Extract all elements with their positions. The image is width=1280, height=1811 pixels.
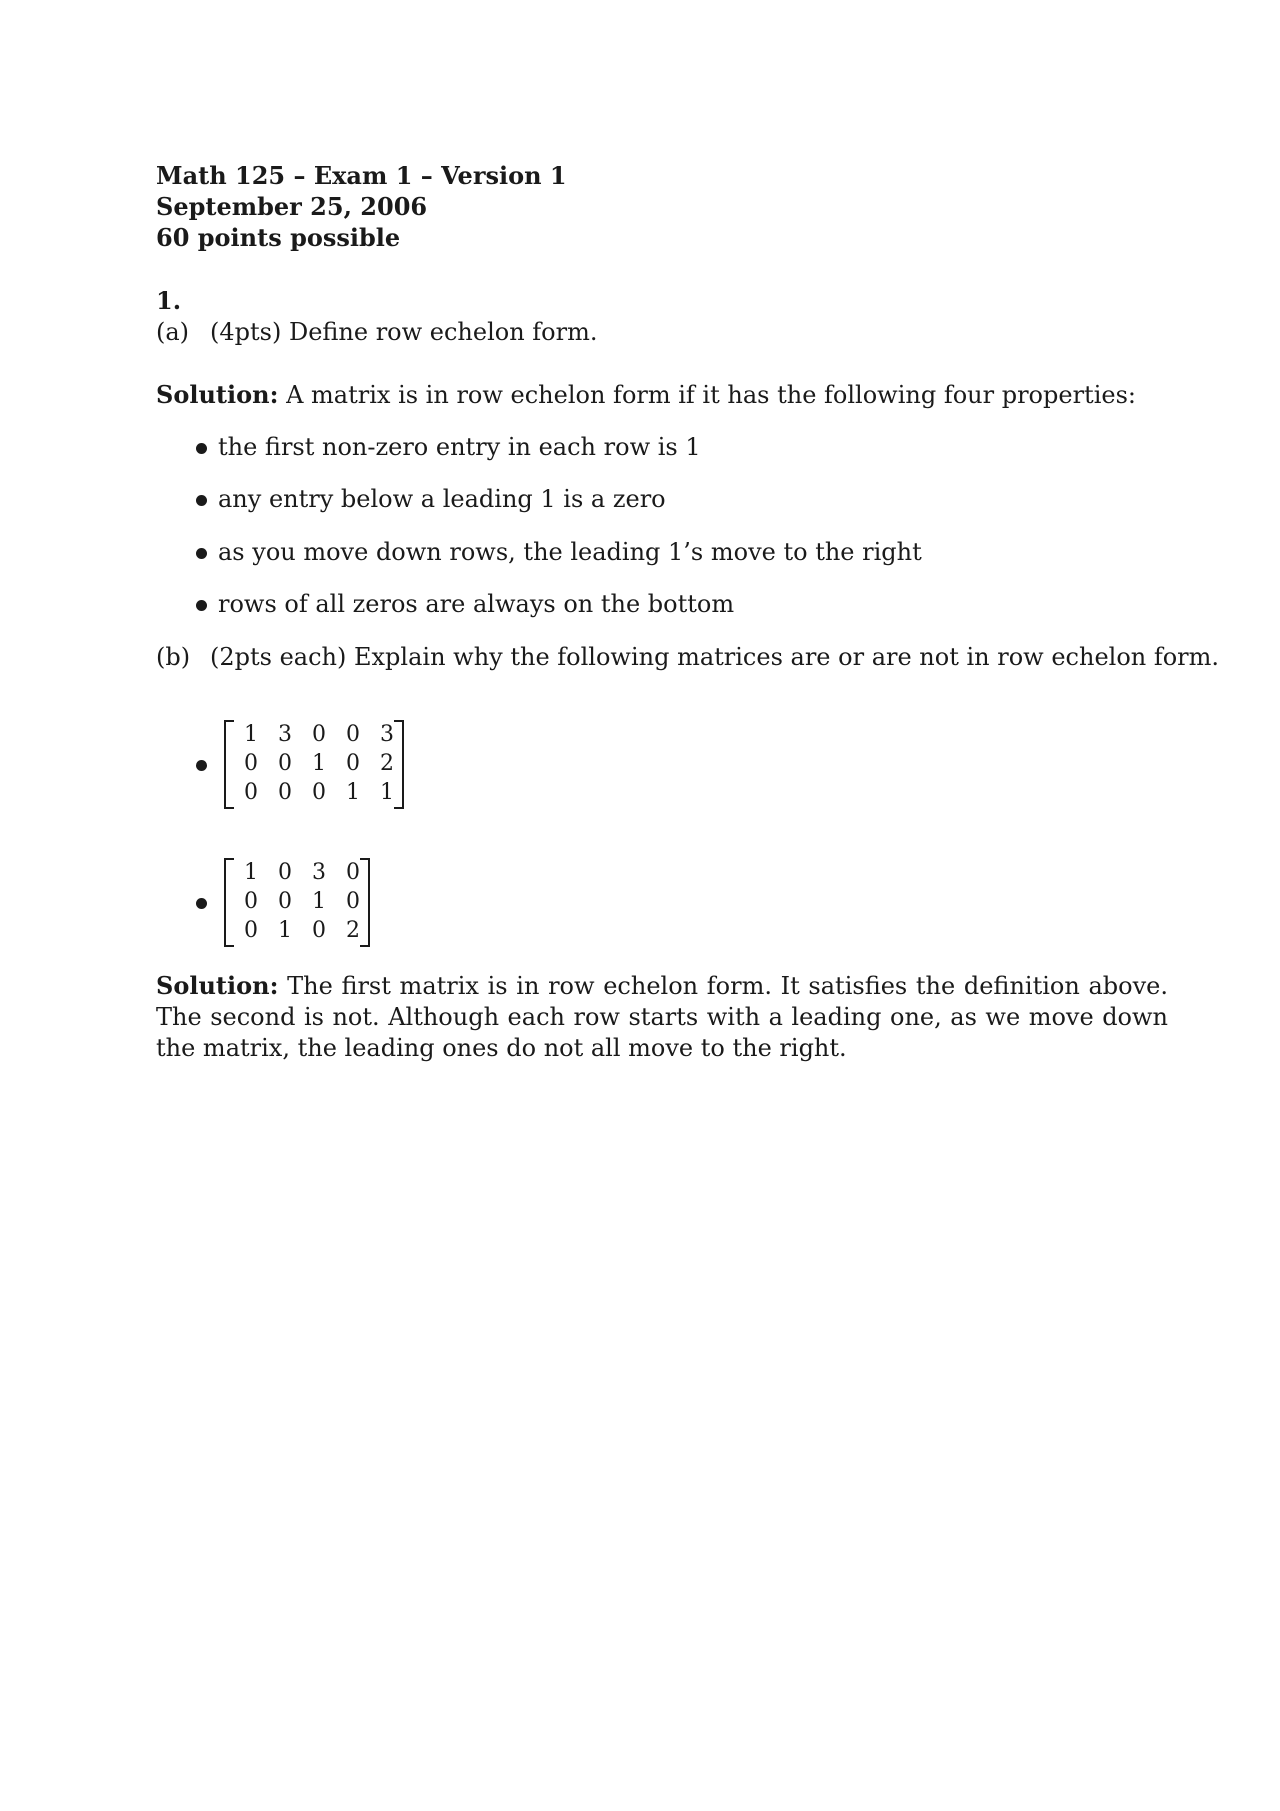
matrix-2-grid (234, 858, 370, 945)
bullet-icon (196, 495, 207, 506)
exam-points: 60 points possible (156, 223, 401, 252)
matrix-cell: 3 (278, 722, 292, 747)
solution-b-label: Solution: (156, 971, 279, 1000)
matrix-row (234, 916, 370, 945)
matrix-cell: 2 (346, 918, 360, 943)
matrix-cell: 2 (380, 751, 394, 776)
problem-number: 1. (156, 286, 182, 315)
matrix-2 (224, 858, 370, 947)
exam-date: September 25, 2006 (156, 192, 428, 221)
matrix-cell: 0 (278, 751, 292, 776)
part-a-text: (4pts) Define row echelon form. (210, 318, 598, 346)
matrix-cell: 0 (244, 780, 258, 805)
matrix-cell: 1 (244, 722, 258, 747)
left-bracket (224, 858, 234, 947)
matrix-cell: 3 (312, 860, 326, 885)
solution-b (156, 970, 1168, 1064)
bullet-icon (196, 898, 207, 909)
matrix-cell: 1 (312, 889, 326, 914)
left-bracket (224, 720, 234, 809)
matrix-row (234, 858, 370, 887)
matrix-cell: 0 (312, 918, 326, 943)
matrix-cell: 0 (312, 780, 326, 805)
bullet-icon (196, 548, 207, 559)
matrix-cell: 0 (278, 780, 292, 805)
bullet-item-1: the first non-zero entry in each row is 1 (218, 433, 701, 461)
matrix-cell: 0 (278, 889, 292, 914)
matrix-row (234, 720, 404, 749)
matrix-row (234, 887, 370, 916)
matrix-1-grid (234, 720, 404, 807)
part-b-label: (b) (156, 643, 191, 671)
bullet-icon (196, 600, 207, 611)
matrix-cell: 1 (380, 780, 394, 805)
right-bracket (360, 858, 370, 947)
matrix-cell: 1 (312, 751, 326, 776)
matrix-cell: 0 (244, 918, 258, 943)
matrix-row (234, 778, 404, 807)
matrix-cell: 0 (346, 889, 360, 914)
bullet-item-2: any entry below a leading 1 is a zero (218, 485, 666, 513)
bullet-item-4: rows of all zeros are always on the bottom (218, 590, 735, 618)
matrix-cell: 0 (244, 889, 258, 914)
solution-a-text: A matrix is in row echelon form if it has the following four properties: (286, 381, 1136, 409)
matrix-cell: 1 (346, 780, 360, 805)
exam-title: Math 125 – Exam 1 – Version 1 (156, 161, 567, 190)
right-bracket (394, 720, 404, 809)
matrix-cell: 1 (278, 918, 292, 943)
matrix-cell: 0 (278, 860, 292, 885)
matrix-cell: 0 (346, 860, 360, 885)
solution-a-label: Solution: (156, 380, 279, 409)
bullet-item-3: as you move down rows, the leading 1’s move to the right (218, 538, 922, 566)
matrix-cell: 0 (244, 751, 258, 776)
part-b-text: (2pts each) Explain why the following matrices are or are not in row echelon form. (210, 643, 1220, 671)
matrix-cell: 1 (244, 860, 258, 885)
matrix-row (234, 749, 404, 778)
matrix-cell: 0 (346, 722, 360, 747)
bullet-icon (196, 443, 207, 454)
matrix-cell: 3 (380, 722, 394, 747)
matrix-1 (224, 720, 404, 809)
bullet-icon (196, 760, 207, 771)
matrix-cell: 0 (312, 722, 326, 747)
solution-b-text: The first matrix is in row echelon form. It satisfies the definition above. The second is not. Although each row starts with a leading one, as we move down the matrix, the leading ones do not all move to the right. (156, 972, 1168, 1062)
part-a-label: (a) (156, 318, 190, 346)
solution-a (156, 380, 1136, 409)
matrix-cell: 0 (346, 751, 360, 776)
